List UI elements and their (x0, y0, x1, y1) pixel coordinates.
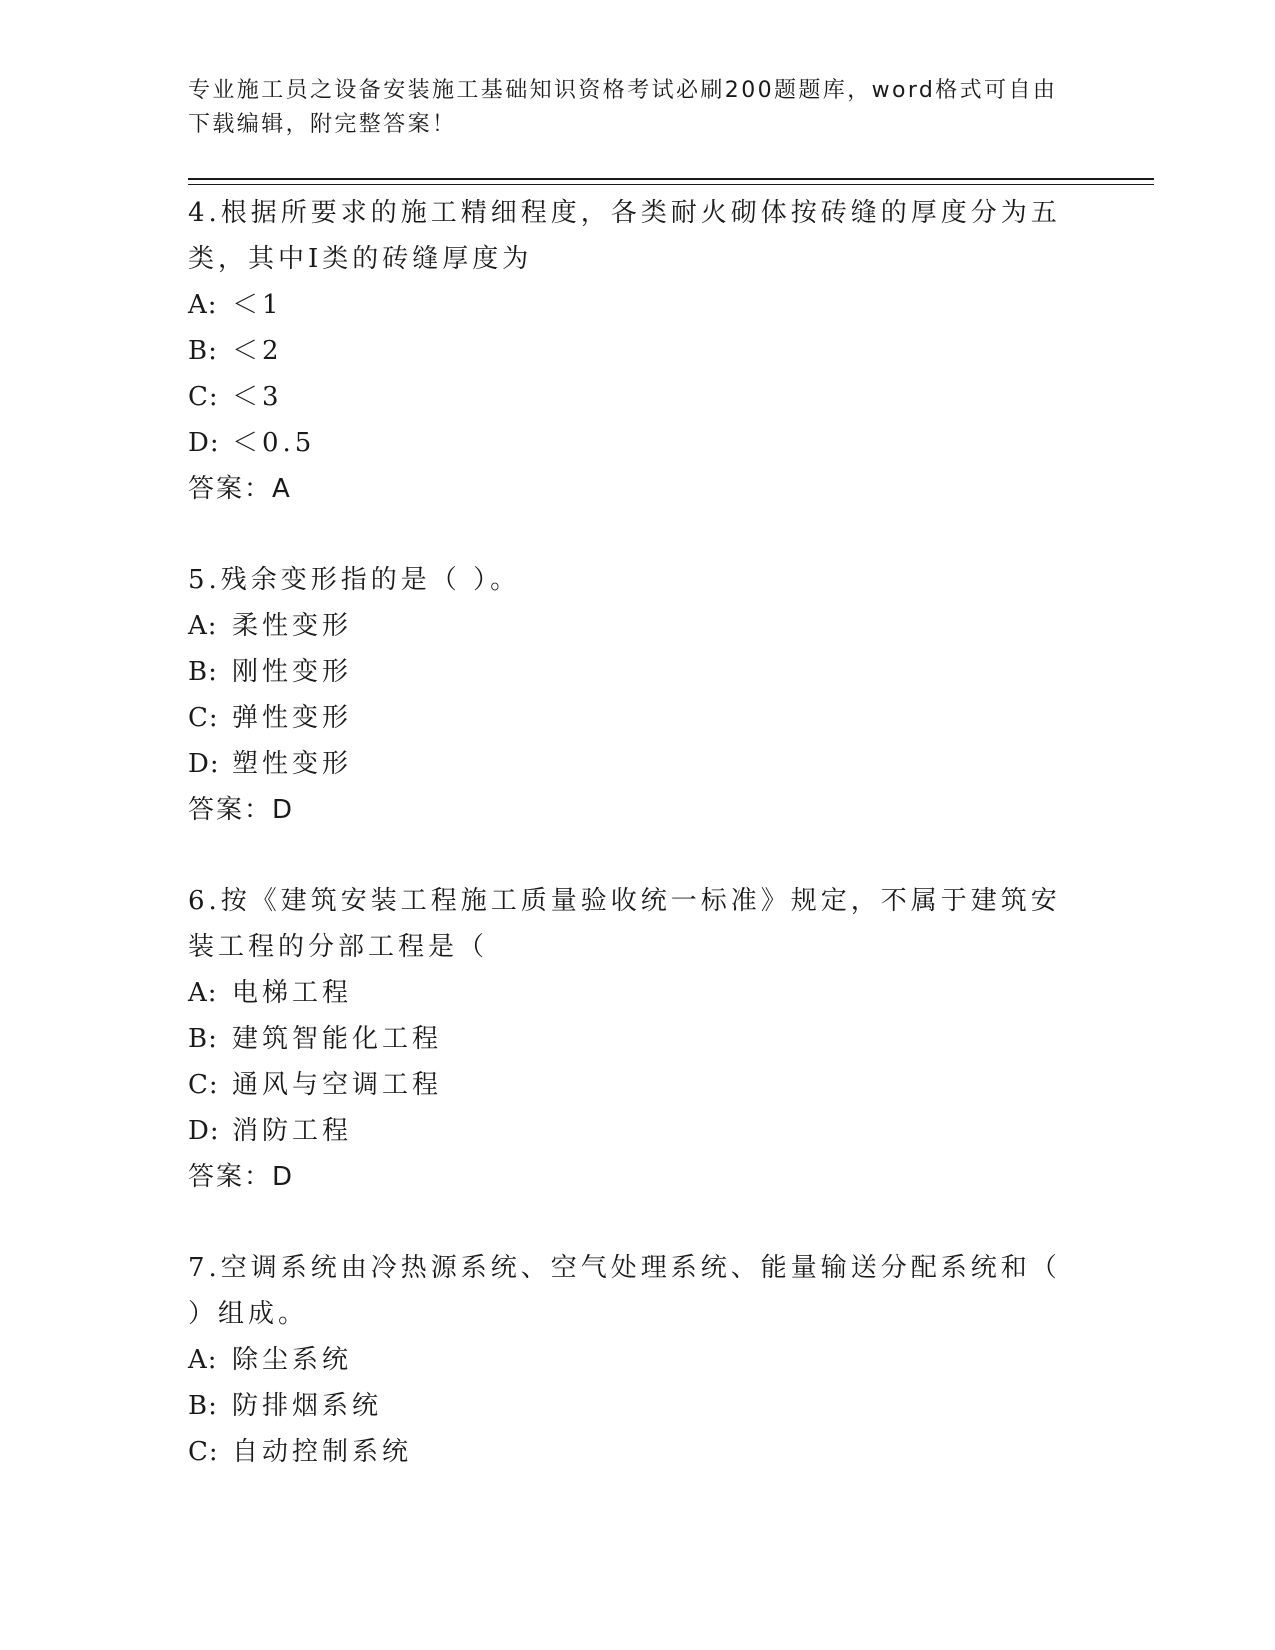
question-stem: 4.根据所要求的施工精细程度，各类耐火砌体按砖缝的厚度分为五类，其中Ⅰ类的砖缝厚度为 (188, 198, 1061, 274)
option-b (188, 649, 1068, 695)
document-header: 专业施工员之设备安装施工基础知识资格考试必刷200题题库，word格式可自由下载编辑，附完整答案！ (188, 78, 1058, 137)
question-stem: 5.残余变形指的是（ ）。 (188, 565, 521, 595)
option-c (188, 1429, 1068, 1475)
question-stem: 7.空调系统由冷热源系统、空气处理系统、能量输送分配系统和（ ）组成。 (188, 1253, 1061, 1329)
option-text: 防排烟系统 (232, 1391, 383, 1421)
option-a (188, 1337, 1068, 1383)
option-d (188, 741, 1068, 787)
question-4 (188, 190, 1068, 512)
question-stem: 6.按《建筑安装工程施工质量验收统一标准》规定，不属于建筑安装工程的分部工程是（ (188, 886, 1061, 962)
option-text: 自动控制系统 (232, 1437, 413, 1467)
question-6 (188, 878, 1068, 1200)
option-text: 刚性变形 (232, 657, 353, 687)
header-divider-thin (188, 184, 1154, 185)
option-text: 通风与空调工程 (232, 1070, 443, 1100)
option-text: 柔性变形 (232, 611, 353, 641)
option-key: B: (188, 1024, 218, 1054)
option-c (188, 695, 1068, 741)
option-key: B: (188, 657, 218, 687)
header-divider-thick (188, 178, 1154, 180)
option-text: 塑性变形 (232, 749, 353, 779)
option-text: 电梯工程 (232, 978, 353, 1008)
answer-line: 答案：A (188, 474, 292, 504)
option-a (188, 603, 1068, 649)
option-text: ＜1 (232, 290, 283, 320)
question-5 (188, 557, 1068, 833)
option-b (188, 1016, 1068, 1062)
option-key: A: (188, 290, 218, 320)
option-d (188, 1108, 1068, 1154)
option-a (188, 970, 1068, 1016)
option-key: C: (188, 703, 219, 733)
option-b (188, 1383, 1068, 1429)
option-key: C: (188, 1070, 219, 1100)
option-key: C: (188, 382, 219, 412)
option-d (188, 420, 1068, 466)
option-text: 建筑智能化工程 (232, 1024, 443, 1054)
option-text: ＜0.5 (232, 428, 316, 458)
question-7 (188, 1245, 1068, 1475)
option-key: D: (188, 1116, 220, 1146)
option-text: 弹性变形 (232, 703, 353, 733)
answer-line: 答案：D (188, 795, 295, 825)
option-key: D: (188, 749, 220, 779)
option-key: C: (188, 1437, 219, 1467)
option-key: D: (188, 428, 220, 458)
option-text: ＜2 (232, 336, 283, 366)
option-text: ＜3 (232, 382, 283, 412)
option-b (188, 328, 1068, 374)
option-key: B: (188, 336, 218, 366)
option-text: 消防工程 (232, 1116, 353, 1146)
option-key: B: (188, 1391, 218, 1421)
answer-line: 答案：D (188, 1162, 295, 1192)
option-c (188, 1062, 1068, 1108)
option-a (188, 282, 1068, 328)
option-key: A: (188, 611, 218, 641)
option-c (188, 374, 1068, 420)
option-key: A: (188, 978, 218, 1008)
question-list (188, 190, 1068, 1520)
option-text: 除尘系统 (232, 1345, 353, 1375)
option-key: A: (188, 1345, 218, 1375)
